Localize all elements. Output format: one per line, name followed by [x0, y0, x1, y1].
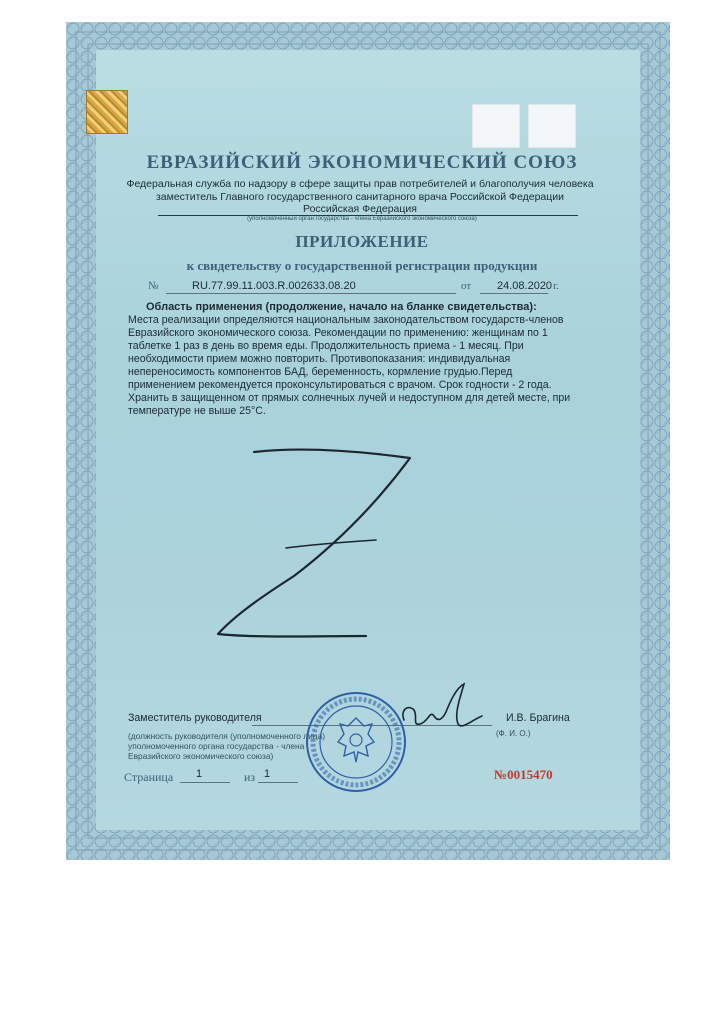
- issue-date: 24.08.2020: [497, 280, 553, 292]
- serial-number: №0015470: [494, 767, 553, 782]
- handwritten-signature: [398, 680, 488, 734]
- divider: [480, 293, 548, 294]
- position-caption: (должность руководителя (уполномоченного лица) уполномоченного органа государства - члена Евразийского экономического союза): [128, 731, 326, 761]
- scope-text: Места реализации определяются национальным законодательством государств-членов Евразийского экономического союза. Рекомендации по применению: женщинам по 1 таблетке 1 раз в день во время еды. Продолжительность приема - 1 месяц. При необходимости прием можно повторить. Противопоказания: индивидуальная непереносимость компонентов БАД, беременность, кормление грудью.Перед применением рекомендуется проконсультироваться с врачом. Срок годности - 2 года. Хранить в защищенном от прямых солнечных лучей и недоступном для детей месте, при температуре не выше 25°С.: [128, 314, 571, 417]
- service-line: Федеральная служба по надзору в сфере защиты прав потребителей и благополучия человека: [126, 178, 594, 190]
- page-number: 1: [196, 768, 203, 780]
- from-label: от: [461, 280, 472, 292]
- service-name: [110, 178, 610, 216]
- divider: [166, 293, 456, 294]
- appendix-subtitle: к свидетельству о государственной регистрации продукции: [186, 258, 538, 273]
- certificate-number: RU.77.99.11.003.R.002633.08.20: [192, 280, 356, 292]
- blank-label-box: [528, 104, 576, 148]
- page-total: 1: [264, 768, 271, 780]
- signer-name: И.В. Брагина: [506, 712, 570, 724]
- official-round-stamp: [304, 690, 408, 794]
- z-strikethrough-mark: [216, 444, 416, 644]
- divider: [180, 782, 230, 783]
- year-suffix: г.: [553, 280, 560, 292]
- scope-heading: Область применения (продолжение, начало на бланке свидетельства):: [146, 301, 537, 313]
- divider: [258, 782, 298, 783]
- signer-role: Заместитель руководителя: [128, 712, 262, 724]
- number-label: №: [148, 280, 159, 292]
- page-label: Страница: [124, 770, 174, 784]
- of-label: из: [244, 770, 256, 784]
- appendix-title: ПРИЛОЖЕНИЕ: [295, 232, 429, 251]
- fio-caption: (Ф. И. О.): [496, 729, 531, 738]
- service-line: заместитель Главного государственного санитарного врача Российской Федерации: [155, 190, 565, 203]
- service-line: Российская Федерация: [303, 203, 417, 215]
- authority-caption: (уполномоченный орган государства - члена Евразийского экономического союза): [247, 216, 477, 222]
- union-title: ЕВРАЗИЙСКИЙ ЭКОНОМИЧЕСКИЙ СОЮЗ: [146, 152, 578, 173]
- blank-label-box: [472, 104, 520, 148]
- hologram-seal: [86, 90, 128, 134]
